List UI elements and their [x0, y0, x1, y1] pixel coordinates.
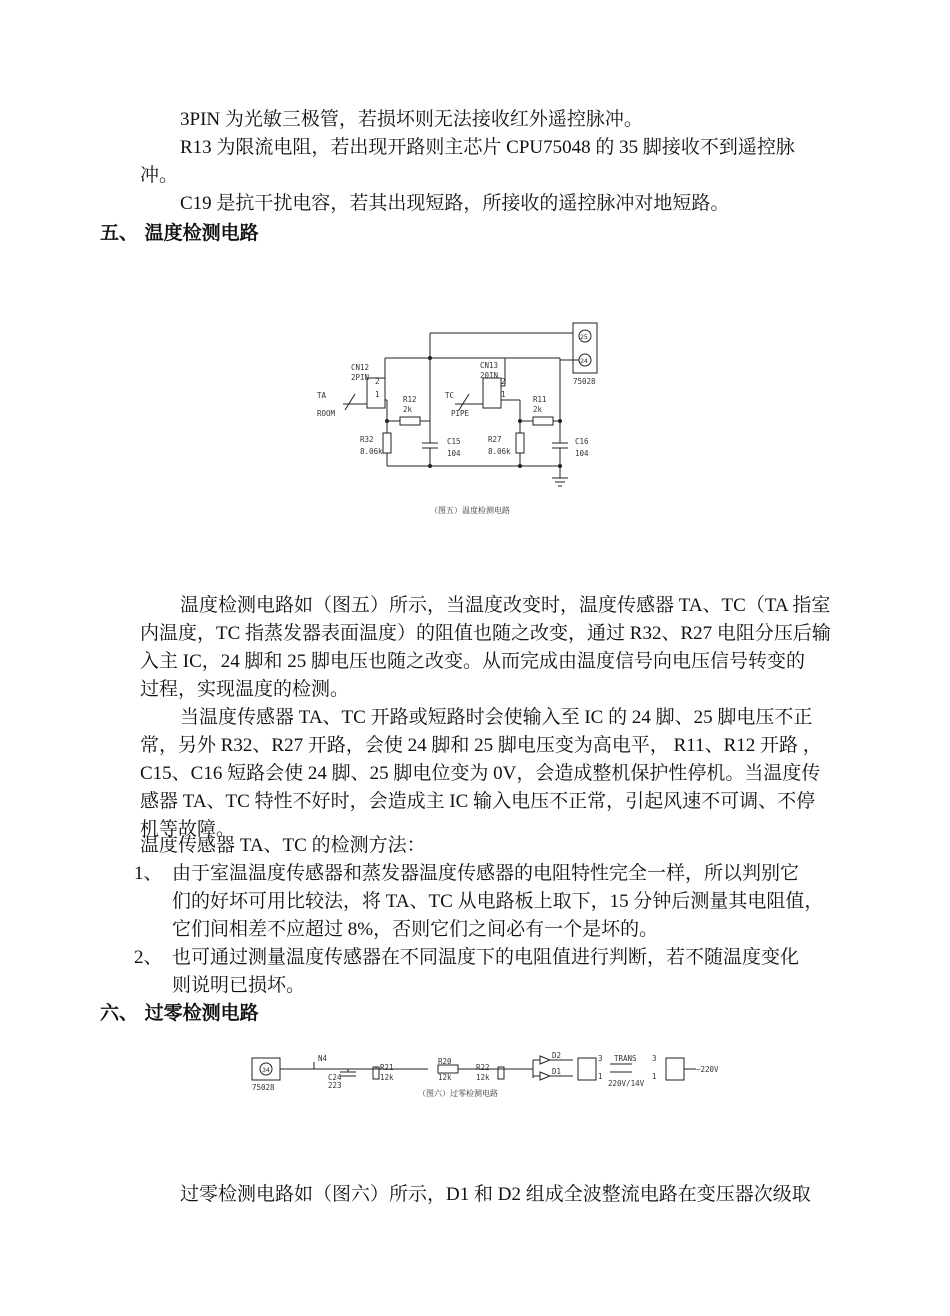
c15-label: C15	[447, 437, 461, 446]
list-item-1-line-3: 它们间相差不应超过 8%，否则它们之间必有一个是坏的。	[172, 919, 659, 940]
r21-label: R21	[380, 1063, 394, 1072]
intro-paragraph-2-line-1: R13 为限流电阻，若出现开路则主芯片 CPU75048 的 35 脚接收不到遥控脉	[180, 137, 795, 158]
section-5-para-2-line-2: 常，另外 R32、R27 开路，会使 24 脚和 25 脚电压变为高电平， R11、R12 开路 ，	[140, 735, 822, 756]
cn12-pin1-label: 1	[375, 390, 380, 399]
intro-paragraph-2-line-2: 冲。	[140, 165, 179, 186]
list-item-1-line-1: 由于室温温度传感器和蒸发器温度传感器的电阻特性完全一样，所以判别它	[172, 863, 800, 884]
r32-value-label: 8.06k	[360, 447, 383, 456]
r12-value-label: 2k	[403, 405, 413, 414]
figure-5-temperature-circuit	[305, 318, 605, 518]
r21-value-label: 12k	[380, 1073, 394, 1082]
r22-label: R22	[476, 1063, 490, 1072]
r20-label: R20	[438, 1057, 452, 1066]
pin1b-label: 1	[652, 1072, 657, 1081]
pin24-label: 24	[580, 357, 588, 365]
cn12-pin2-label: 2	[375, 377, 380, 386]
list-item-1-number: 1、	[134, 863, 163, 884]
pin25-label: 25	[580, 333, 588, 341]
chip-75028-label-fig6: 75028	[252, 1083, 275, 1092]
section-5-heading: 五、 温度检测电路	[100, 222, 259, 244]
section-6-para-1: 过零检测电路如（图六）所示，D1 和 D2 组成全波整流电路在变压器次级取	[180, 1184, 811, 1205]
section-5-para-1-line-2: 内温度，TC 指蒸发器表面温度）的阻值也随之改变，通过 R32、R27 电阻分压后输	[140, 623, 831, 644]
section-5-para-1-line-1: 温度检测电路如（图五）所示，当温度改变时，温度传感器 TA、TC（TA 指室	[180, 595, 831, 616]
c24-label: C24	[328, 1073, 342, 1082]
figure-6-caption: （图六）过零检测电路	[418, 1089, 498, 1098]
pin34-label: 34	[262, 1066, 270, 1074]
cn13-pin1-label: 1	[501, 390, 506, 399]
r32-label: R32	[360, 435, 374, 444]
r11-label: R11	[533, 395, 547, 404]
cn13-pin2-label: 2	[501, 377, 506, 386]
r20-value-label: 12k	[438, 1073, 452, 1082]
method-title: 温度传感器 TA、TC 的检测方法：	[140, 835, 426, 856]
intro-paragraph-1: 3PIN 为光敏三极管，若损坏则无法接收红外遥控脉冲。	[180, 109, 643, 130]
cn13-label: CN13	[480, 361, 499, 370]
temperature-circuit-diagram	[305, 318, 605, 518]
figure-5-caption: （图五）温度检测电路	[430, 506, 510, 515]
section-6-heading: 六、 过零检测电路	[100, 1002, 259, 1024]
ta-label: TA	[317, 391, 327, 400]
r27-label: R27	[488, 435, 502, 444]
r12-label: R12	[403, 395, 417, 404]
pipe-label: PIPE	[451, 409, 470, 418]
section-5-para-1-line-4: 过程，实现温度的检测。	[140, 679, 350, 700]
section-5-para-2-line-5: 机等故障。	[140, 819, 236, 840]
c16-label: C16	[575, 437, 589, 446]
ac-label: ~220V	[696, 1065, 719, 1074]
c16-value-label: 104	[575, 449, 589, 458]
chip-75028-label: 75028	[573, 377, 596, 386]
intro-paragraph-3: C19 是抗干扰电容，若其出现短路，所接收的遥控脉冲对地短路。	[180, 193, 730, 214]
cn12-type-label: 2PIN	[351, 373, 370, 382]
section-5-para-2-line-1: 当温度传感器 TA、TC 开路或短路时会使输入至 IC 的 24 脚、25 脚电压不正	[180, 707, 813, 728]
c24-value-label: 223	[328, 1081, 342, 1090]
pin3a-label: 3	[598, 1054, 603, 1063]
n4-label: N4	[318, 1054, 328, 1063]
c15-value-label: 104	[447, 449, 461, 458]
r11-value-label: 2k	[533, 405, 543, 414]
cn12-label: CN12	[351, 363, 370, 372]
zero-crossing-circuit-diagram	[248, 1052, 728, 1100]
list-item-2-number: 2、	[134, 947, 163, 968]
section-5-para-1-line-3: 入主 IC，24 脚和 25 脚电压也随之改变。从而完成由温度信号向电压信号转变的	[140, 651, 806, 672]
list-item-1-line-2: 们的好坏可用比较法，将 TA、TC 从电路板上取下，15 分钟后测量其电阻值，	[172, 891, 824, 912]
list-item-2-line-2: 则说明已损坏。	[172, 975, 306, 996]
trans-value-label: 220V/14V	[608, 1079, 645, 1088]
tc-label: TC	[445, 391, 455, 400]
list-item-2-line-1: 也可通过测量温度传感器在不同温度下的电阻值进行判断，若不随温度变化	[172, 947, 800, 968]
cn13-type-label: 20IN	[480, 371, 499, 380]
room-label: ROOM	[317, 409, 336, 418]
figure-6-zero-crossing-circuit	[248, 1052, 728, 1100]
r22-value-label: 12k	[476, 1073, 490, 1082]
pin3b-label: 3	[652, 1054, 657, 1063]
trans-label: TRANS	[614, 1054, 637, 1063]
d2-label: D2	[552, 1052, 562, 1060]
section-5-para-2-line-4: 感器 TA、TC 特性不好时，会造成主 IC 输入电压不正常，引起风速不可调、不停	[140, 791, 816, 812]
section-5-para-2-line-3: C15、C16 短路会使 24 脚、25 脚电位变为 0V，会造成整机保护性停机。当温度传	[140, 763, 821, 784]
r27-value-label: 8.06k	[488, 447, 511, 456]
pin1a-label: 1	[598, 1072, 603, 1081]
d1-label: D1	[552, 1067, 562, 1076]
